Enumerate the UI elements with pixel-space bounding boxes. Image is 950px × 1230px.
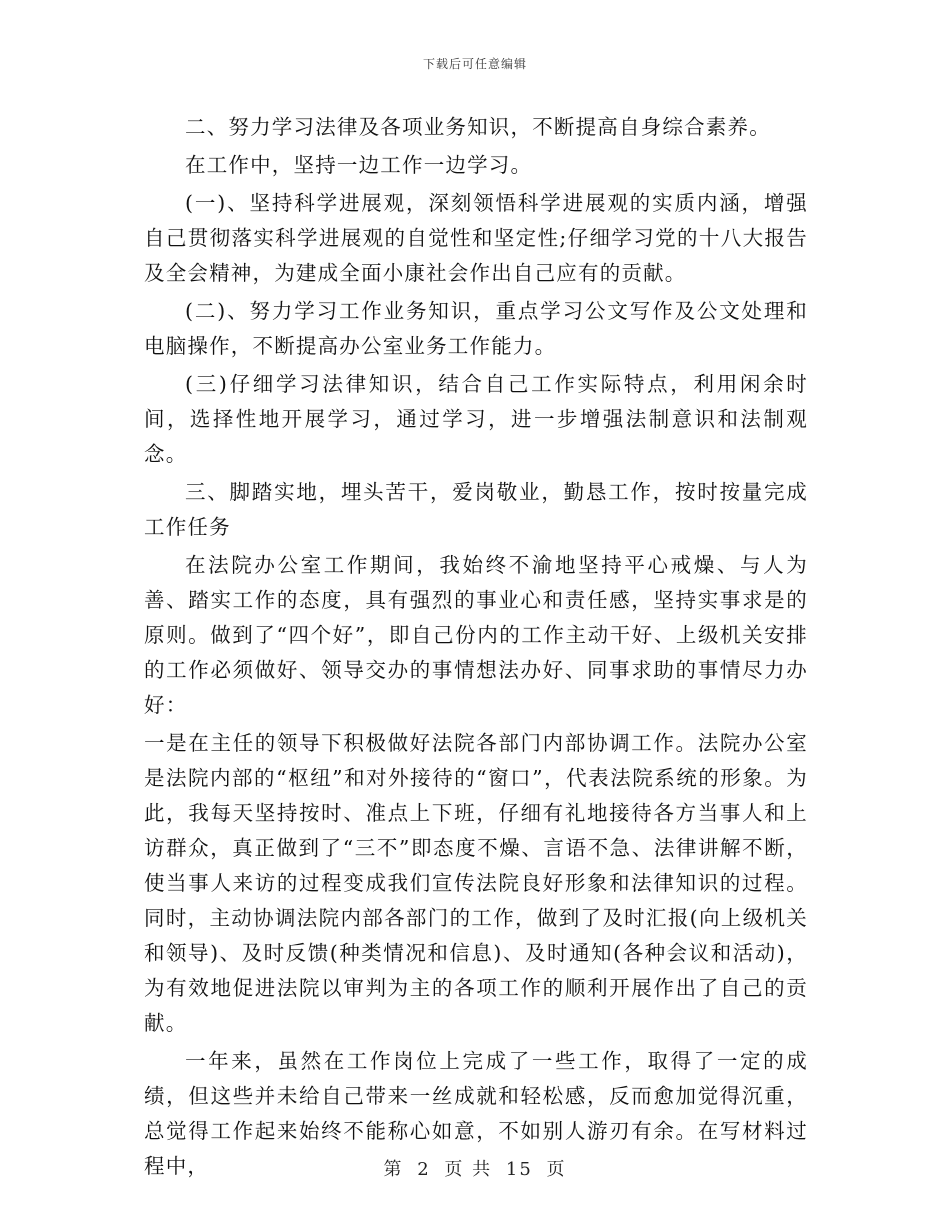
paragraph: (三)仔细学习法律知识，结合自己工作实际特点，利用闲余时间，选择性地开展学习，通过学习，进一步增强法制意识和法制观念。 — [144, 372, 808, 466]
total-pages-number: 15 — [505, 1159, 533, 1180]
paragraph: 三、脚踏实地，埋头苦干，爱岗敬业，勤恳工作，按时按量完成工作任务 — [144, 480, 808, 539]
paragraph: 在法院办公室工作期间，我始终不渝地坚持平心戒燥、与人为善、踏实工作的态度，具有强烈的事业心和责任感，坚持实事求是的原则。做到了“四个好”，即自己份内的工作主动干好、上级机关安排的工作必须做好、领导交办的事情想法办好、同事求助的事情尽力办好： — [144, 553, 808, 717]
footer-middle: 页 共 — [444, 1159, 493, 1180]
paragraph: 在工作中，坚持一边工作一边学习。 — [185, 153, 533, 177]
paragraph: 一是在主任的领导下积极做好法院各部门内部协调工作。法院办公室是法院内部的“枢纽”和对外接待的“窗口”，代表法院系统的形象。为此，我每天坚持按时、准点上下班，仔细有礼地接待各方当事人和上访群众，真正做到了“三不”即态度不燥、言语不急、法律讲解不断，使当事人来访的过程变成我们宣传法院良好形象和法律知识的过程。同时，主动协调法院内部各部门的工作，做到了及时汇报(向上级机关和领导)、及时反馈(种类情况和信息)、及时通知(各种会议和活动)，为有效地促进法院以审判为主的各项工作的顺利开展作出了自己的贡献。 — [144, 731, 808, 1035]
paragraph: 一年来，虽然在工作岗位上完成了一些工作，取得了一定的成绩，但这些并未给自己带来一丝成就和轻松感，反而愈加觉得沉重，总觉得工作起来始终不能称心如意，不如别人游刃有余。在写材料过程中， — [144, 1049, 808, 1178]
document-body — [144, 110, 808, 1187]
footer-suffix: 页 — [546, 1159, 567, 1180]
page-footer — [0, 1155, 950, 1181]
footer-prefix: 第 — [383, 1159, 404, 1180]
paragraph: (一)、坚持科学进展观，深刻领悟科学进展观的实质内涵，增强自己贯彻落实科学进展观的自觉性和坚定性;仔细学习党的十八大报告及全会精神，为建成全面小康社会作出自己应有的贡献。 — [144, 191, 808, 285]
paragraph: (二)、努力学习工作业务知识，重点学习公文写作及公文处理和电脑操作，不断提高办公室业务工作能力。 — [144, 299, 808, 358]
current-page-number: 2 — [417, 1159, 431, 1180]
paragraph: 二、努力学习法律及各项业务知识，不断提高自身综合素养。 — [185, 115, 771, 139]
page-header: 下载后可任意编辑 — [422, 57, 527, 71]
